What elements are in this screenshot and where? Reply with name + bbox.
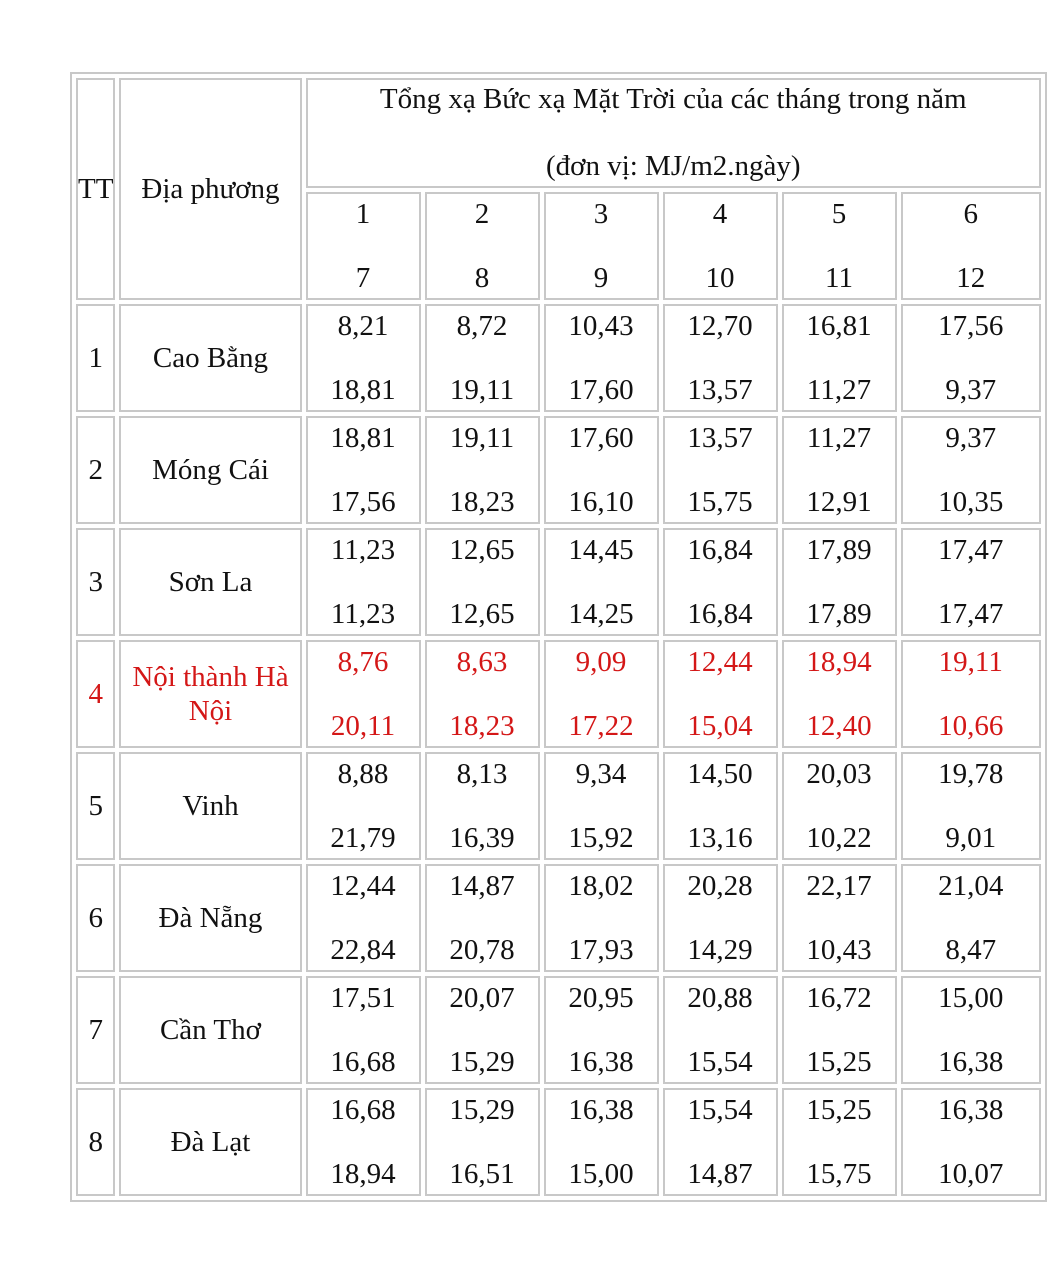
value-second-half: 18,94 xyxy=(330,1158,396,1190)
value-second-half: 12,40 xyxy=(806,710,872,742)
value-cell xyxy=(663,1088,778,1196)
header-title-cell xyxy=(306,78,1042,188)
value-cell xyxy=(544,416,659,524)
value-second-half: 17,93 xyxy=(568,934,634,966)
row-number: 6 xyxy=(76,864,115,972)
value-cell xyxy=(782,416,897,524)
header-month-cell xyxy=(901,192,1042,300)
value-second-half: 10,35 xyxy=(938,486,1004,518)
value-cell xyxy=(663,864,778,972)
value-cell xyxy=(544,1088,659,1196)
value-cell xyxy=(425,1088,540,1196)
value-first-half: 15,29 xyxy=(449,1094,515,1126)
value-cell xyxy=(306,976,421,1084)
value-first-half: 20,28 xyxy=(687,870,753,902)
value-cell xyxy=(782,1088,897,1196)
value-second-half: 18,81 xyxy=(330,374,396,406)
value-cell xyxy=(425,304,540,412)
value-second-half: 11,27 xyxy=(806,374,872,406)
value-second-half: 14,25 xyxy=(568,598,634,630)
value-first-half: 19,11 xyxy=(938,646,1003,678)
value-cell xyxy=(901,304,1042,412)
value-first-half: 17,56 xyxy=(938,310,1004,342)
value-second-half: 10,22 xyxy=(806,822,872,854)
month-label: 11 xyxy=(825,262,853,294)
header-month-cell xyxy=(306,192,421,300)
value-cell xyxy=(663,528,778,636)
value-second-half: 15,75 xyxy=(687,486,753,518)
solar-radiation-table xyxy=(70,72,1047,1202)
location-name: Đà Nẵng xyxy=(119,864,301,972)
value-first-half: 8,88 xyxy=(337,758,389,790)
value-first-half: 10,43 xyxy=(568,310,634,342)
value-cell xyxy=(901,640,1042,748)
value-cell xyxy=(663,640,778,748)
value-cell xyxy=(544,864,659,972)
table-row xyxy=(76,864,1041,972)
value-first-half: 8,76 xyxy=(337,646,389,678)
value-cell xyxy=(901,1088,1042,1196)
header-row-title xyxy=(76,78,1041,188)
header-month-cell xyxy=(782,192,897,300)
month-label: 5 xyxy=(831,198,847,230)
value-cell xyxy=(782,304,897,412)
value-first-half: 12,44 xyxy=(330,870,396,902)
value-cell xyxy=(425,416,540,524)
row-number: 4 xyxy=(76,640,115,748)
value-cell xyxy=(306,1088,421,1196)
value-cell xyxy=(901,416,1042,524)
value-second-half: 16,68 xyxy=(330,1046,396,1078)
value-first-half: 20,03 xyxy=(806,758,872,790)
value-cell xyxy=(544,752,659,860)
value-first-half: 20,88 xyxy=(687,982,753,1014)
value-first-half: 13,57 xyxy=(687,422,753,454)
value-second-half: 16,38 xyxy=(568,1046,634,1078)
value-first-half: 8,63 xyxy=(456,646,508,678)
value-cell xyxy=(901,864,1042,972)
value-cell xyxy=(901,528,1042,636)
value-cell xyxy=(306,752,421,860)
value-first-half: 16,81 xyxy=(806,310,872,342)
value-cell xyxy=(901,752,1042,860)
value-second-half: 15,29 xyxy=(449,1046,515,1078)
value-second-half: 11,23 xyxy=(330,598,396,630)
value-second-half: 10,66 xyxy=(938,710,1004,742)
value-first-half: 20,07 xyxy=(449,982,515,1014)
value-first-half: 11,27 xyxy=(806,422,872,454)
header-location: Địa phương xyxy=(119,78,301,300)
value-first-half: 21,04 xyxy=(938,870,1004,902)
value-first-half: 12,44 xyxy=(687,646,753,678)
value-second-half: 16,51 xyxy=(449,1158,515,1190)
value-first-half: 15,00 xyxy=(938,982,1004,1014)
value-first-half: 14,87 xyxy=(449,870,515,902)
header-month-cell xyxy=(544,192,659,300)
value-cell xyxy=(306,304,421,412)
table-row xyxy=(76,976,1041,1084)
row-number: 1 xyxy=(76,304,115,412)
value-second-half: 20,78 xyxy=(449,934,515,966)
value-first-half: 18,81 xyxy=(330,422,396,454)
value-first-half: 9,37 xyxy=(945,422,997,454)
value-second-half: 15,25 xyxy=(806,1046,872,1078)
table-body xyxy=(76,304,1041,1196)
value-second-half: 10,43 xyxy=(806,934,872,966)
value-first-half: 8,72 xyxy=(456,310,508,342)
header-month-cell xyxy=(425,192,540,300)
header-tt: TT xyxy=(76,78,115,300)
value-cell xyxy=(782,864,897,972)
value-first-half: 16,38 xyxy=(568,1094,634,1126)
value-first-half: 17,51 xyxy=(330,982,396,1014)
value-first-half: 16,84 xyxy=(687,534,753,566)
value-first-half: 8,21 xyxy=(337,310,389,342)
month-label: 9 xyxy=(593,262,609,294)
value-cell xyxy=(544,976,659,1084)
value-first-half: 16,68 xyxy=(330,1094,396,1126)
value-first-half: 15,54 xyxy=(687,1094,753,1126)
month-label: 8 xyxy=(474,262,490,294)
value-second-half: 17,47 xyxy=(938,598,1004,630)
location-name: Cần Thơ xyxy=(119,976,301,1084)
row-number: 3 xyxy=(76,528,115,636)
value-first-half: 17,47 xyxy=(938,534,1004,566)
value-first-half: 16,38 xyxy=(938,1094,1004,1126)
header-unit: (đơn vị: MJ/m2.ngày) xyxy=(545,150,801,182)
location-name: Sơn La xyxy=(119,528,301,636)
month-label: 2 xyxy=(474,198,490,230)
value-second-half: 15,54 xyxy=(687,1046,753,1078)
value-first-half: 22,17 xyxy=(806,870,872,902)
value-second-half: 16,38 xyxy=(938,1046,1004,1078)
value-first-half: 8,13 xyxy=(456,758,508,790)
value-cell xyxy=(544,304,659,412)
value-second-half: 9,01 xyxy=(945,822,997,854)
value-cell xyxy=(425,640,540,748)
value-second-half: 16,84 xyxy=(687,598,753,630)
month-label: 6 xyxy=(963,198,978,230)
value-cell xyxy=(782,976,897,1084)
location-name: Đà Lạt xyxy=(119,1088,301,1196)
value-second-half: 14,87 xyxy=(687,1158,753,1190)
value-second-half: 9,37 xyxy=(945,374,997,406)
value-second-half: 17,22 xyxy=(568,710,634,742)
month-label: 10 xyxy=(705,262,735,294)
value-first-half: 17,60 xyxy=(568,422,634,454)
value-second-half: 13,16 xyxy=(687,822,753,854)
value-second-half: 17,60 xyxy=(568,374,634,406)
month-label: 4 xyxy=(712,198,728,230)
header-title: Tổng xạ Bức xạ Mặt Trời của các tháng trong năm xyxy=(379,83,967,115)
value-cell xyxy=(425,864,540,972)
value-cell xyxy=(782,752,897,860)
value-cell xyxy=(425,528,540,636)
value-first-half: 14,45 xyxy=(568,534,634,566)
value-first-half: 9,09 xyxy=(575,646,627,678)
value-cell xyxy=(663,304,778,412)
table-row xyxy=(76,528,1041,636)
row-number: 2 xyxy=(76,416,115,524)
value-first-half: 12,65 xyxy=(449,534,515,566)
row-number: 7 xyxy=(76,976,115,1084)
table-row xyxy=(76,1088,1041,1196)
month-label: 3 xyxy=(593,198,609,230)
value-second-half: 18,23 xyxy=(449,486,515,518)
value-first-half: 9,34 xyxy=(575,758,627,790)
value-second-half: 14,29 xyxy=(687,934,753,966)
row-number: 8 xyxy=(76,1088,115,1196)
value-second-half: 16,10 xyxy=(568,486,634,518)
table-row xyxy=(76,752,1041,860)
value-cell xyxy=(663,976,778,1084)
value-cell xyxy=(306,864,421,972)
value-second-half: 15,00 xyxy=(568,1158,634,1190)
value-cell xyxy=(901,976,1042,1084)
location-name: Móng Cái xyxy=(119,416,301,524)
value-cell xyxy=(544,528,659,636)
value-first-half: 18,94 xyxy=(806,646,872,678)
value-cell xyxy=(425,976,540,1084)
location-name: Vinh xyxy=(119,752,301,860)
value-cell xyxy=(544,640,659,748)
location-name: Nội thành Hà Nội xyxy=(119,640,301,748)
location-name: Cao Bằng xyxy=(119,304,301,412)
row-number: 5 xyxy=(76,752,115,860)
value-cell xyxy=(782,640,897,748)
table-row xyxy=(76,640,1041,748)
value-second-half: 10,07 xyxy=(938,1158,1004,1190)
value-first-half: 20,95 xyxy=(568,982,634,1014)
value-second-half: 15,04 xyxy=(687,710,753,742)
month-label: 12 xyxy=(956,262,986,294)
value-first-half: 14,50 xyxy=(687,758,753,790)
value-second-half: 16,39 xyxy=(449,822,515,854)
value-second-half: 19,11 xyxy=(449,374,515,406)
value-second-half: 15,92 xyxy=(568,822,634,854)
value-first-half: 15,25 xyxy=(806,1094,872,1126)
value-first-half: 12,70 xyxy=(687,310,753,342)
value-second-half: 20,11 xyxy=(330,710,396,742)
table-row xyxy=(76,304,1041,412)
header-month-cell xyxy=(663,192,778,300)
value-cell xyxy=(306,640,421,748)
value-second-half: 12,91 xyxy=(806,486,872,518)
value-cell xyxy=(663,416,778,524)
table-container xyxy=(70,72,1047,1202)
value-second-half: 13,57 xyxy=(687,374,753,406)
value-second-half: 12,65 xyxy=(449,598,515,630)
value-second-half: 17,89 xyxy=(806,598,872,630)
month-label: 1 xyxy=(355,198,371,230)
value-second-half: 8,47 xyxy=(945,934,997,966)
value-first-half: 19,78 xyxy=(938,758,1004,790)
value-first-half: 17,89 xyxy=(806,534,872,566)
value-cell xyxy=(782,528,897,636)
value-second-half: 17,56 xyxy=(330,486,396,518)
value-cell xyxy=(306,528,421,636)
value-second-half: 15,75 xyxy=(806,1158,872,1190)
table-row xyxy=(76,416,1041,524)
month-label: 7 xyxy=(355,262,371,294)
value-first-half: 19,11 xyxy=(449,422,515,454)
value-first-half: 18,02 xyxy=(568,870,634,902)
value-second-half: 21,79 xyxy=(330,822,396,854)
value-first-half: 11,23 xyxy=(330,534,396,566)
value-first-half: 16,72 xyxy=(806,982,872,1014)
value-second-half: 22,84 xyxy=(330,934,396,966)
value-cell xyxy=(663,752,778,860)
value-second-half: 18,23 xyxy=(449,710,515,742)
value-cell xyxy=(425,752,540,860)
value-cell xyxy=(306,416,421,524)
